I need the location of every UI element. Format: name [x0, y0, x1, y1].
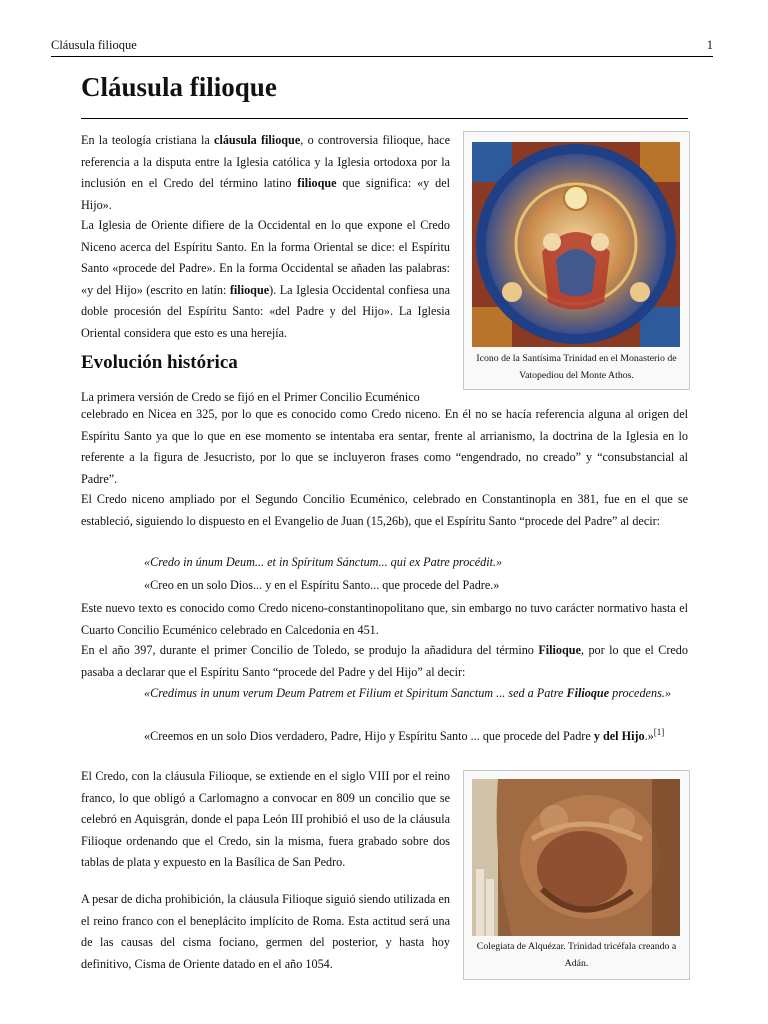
text-run: procedens.»	[609, 686, 671, 700]
text-run: En la teología cristiana la	[81, 133, 215, 147]
history-paragraph-1: celebrado en Nicea en 325, por lo que es conocido como Credo niceno. En él no se hacía referencia alguna al origen del Espíritu Santo ya que lo que en ese momento se intentaba era sentar, frente al arrianismo, la doctrina de la Iglesia en lo referente a la figura de Jesucristo, por lo que se incluyeron frases como “engendrado, no creado” y “consubstancial al Padre”.	[81, 407, 688, 486]
section-heading: Evolución histórica	[81, 352, 238, 373]
quote-latin-2	[144, 683, 687, 705]
history-paragraph-4	[81, 640, 688, 683]
text-run: La Iglesia de Oriente difiere de la Occidental en lo que expone el Credo Niceno acerca del Espíritu Santo. En la forma Oriental se dice: el Espíritu Santo «procede del Padre». En la forma Occidental se añaden las palabras: «y del Hijo» (escrito en latín:	[81, 218, 450, 297]
text-run: , por lo que el Credo pasaba a declarar que el Espíritu Santo “procede del Padre y del Hijo” al decir:	[81, 643, 688, 679]
term-clausula-filioque: cláusula filioque	[214, 133, 301, 147]
intro-paragraph-1	[81, 130, 450, 216]
figure-trinity-icon	[463, 131, 690, 390]
history-paragraph-3: Este nuevo texto es conocido como Credo niceno-constantinopolitano que, sin embargo no tuvo carácter normativo hasta el Cuarto Concilio Ecuménico celebrado en Calcedonia en 451.	[81, 601, 688, 637]
figure-caption: Colegiata de Alquézar. Trinidad tricéfala creando a Adán.	[476, 941, 677, 969]
text-run: En el año 397, durante el primer Concilio de Toledo, se produjo la añadidura del término	[81, 643, 539, 657]
text-run: «Credimus in unum verum Deum Patrem et Filium et Spiritum Sanctum ... sed a Patre	[144, 686, 567, 700]
history-paragraph-1-lead: La primera versión de Credo se fijó en el Primer Concilio Ecuménico	[81, 390, 420, 404]
text-run: ). La Iglesia Occidental confiesa una doble procesión del Espíritu Santo: «del Padre y del Hijo». La Iglesia Oriental considera que esto es una herejía.	[81, 282, 450, 340]
text-run: .»	[644, 729, 654, 743]
text-run: , o controversia filioque, hace referencia a la disputa entre la Iglesia católica y la Iglesia ortodoxa por la inclusión en el Credo del término latino	[81, 133, 450, 190]
term-filioque: Filioque	[566, 686, 610, 700]
capital-photo-image	[472, 779, 680, 936]
text-run: «Creemos en un solo Dios verdadero, Padre, Hijo y Espíritu Santo ... que procede del Padre	[144, 729, 594, 743]
term-filioque: filioque	[297, 176, 337, 190]
intro-paragraph-2	[81, 215, 450, 344]
quote-spanish-2	[144, 726, 687, 748]
trinity-icon-image	[472, 142, 680, 347]
figure-alquezar-capital	[463, 770, 690, 980]
quote-latin-1: «Credo in únum Deum... et in Spíritum Sánctum... qui ex Patre procédit.»	[144, 555, 503, 569]
article-title: Cláusula filioque	[81, 72, 277, 102]
term-filioque: filioque	[229, 282, 270, 297]
history-paragraph-5: El Credo, con la cláusula Filioque, se extiende en el siglo VIII por el reino franco, lo que obligó a Carlomagno a convocar en 809 un concilio que se celebró en Aquisgrán, donde el papa León III prohibió el uso de la cláusula Filioque ordenando que el Credo, sin la misma, fuera grabado sobre dos tablas de plata y expuesto en la Basílica de San Pedro.	[81, 769, 450, 869]
running-header-title: Cláusula filioque	[51, 38, 137, 52]
figure-caption: Icono de la Santísima Trinidad en el Monasterio de Vatopediou del Monte Athos.	[476, 353, 677, 381]
title-divider	[81, 118, 688, 119]
reference-link[interactable]: [1]	[653, 726, 665, 737]
history-paragraph-6: A pesar de dicha prohibición, la cláusula Filioque siguió siendo utilizada en el reino franco con el beneplácito implícito de Roma. Esta actitud será una de las causas del cisma fociano, germen del posterior, y hasta hoy definitivo, Cisma de Oriente datado en el año 1054.	[81, 892, 450, 971]
quote-spanish-1: «Creo en un solo Dios... y en el Espíritu Santo... que procede del Padre.»	[144, 578, 500, 592]
term-filioque: Filioque	[538, 643, 581, 657]
text-run: que significa: «y del Hijo».	[81, 176, 450, 212]
term-y-del-hijo: y del Hijo	[593, 729, 645, 743]
page-number: 1	[706, 38, 713, 52]
history-paragraph-2: El Credo niceno ampliado por el Segundo Concilio Ecuménico, celebrado en Constantinopla en 381, fue en el que se estableció, siguiendo lo dispuesto en el Evangelio de Juan (15,26b), que el Espíritu Santo “procede del Padre” al decir:	[81, 492, 688, 528]
running-header	[51, 38, 713, 57]
